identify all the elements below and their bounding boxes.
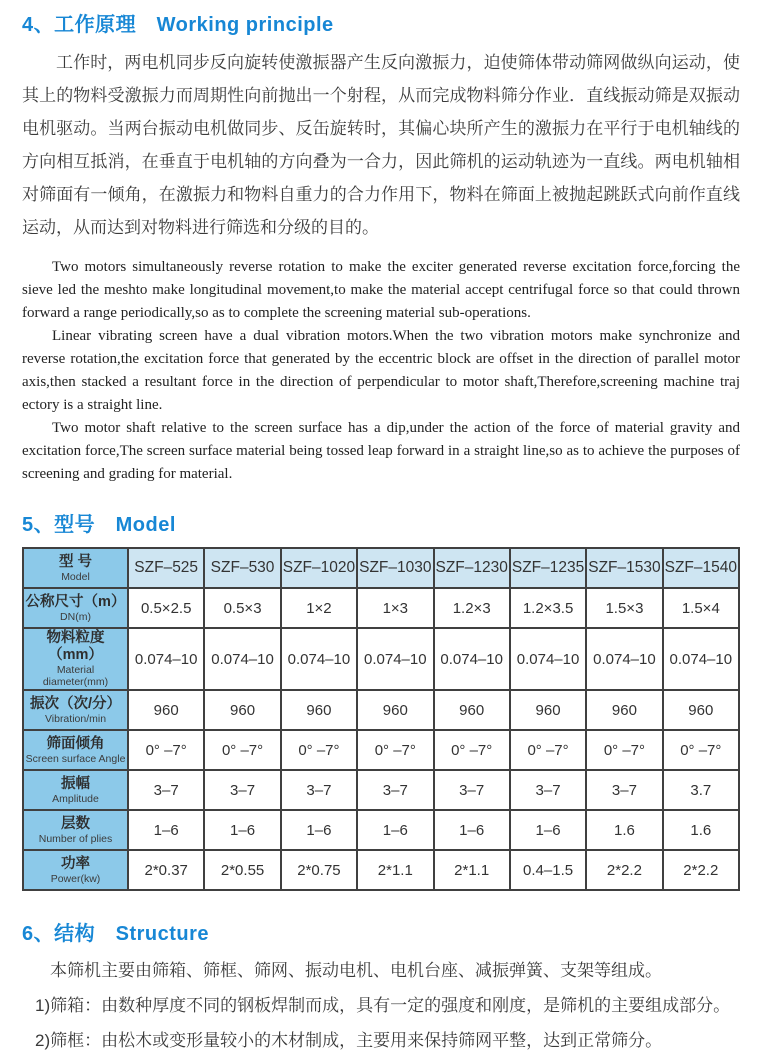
spec-value-cell: 960 xyxy=(663,690,739,730)
row-header-cn-label: 层数 xyxy=(61,815,90,832)
model-name-cell: SZF–1235 xyxy=(510,548,586,588)
en-paragraph-3: Two motor shaft relative to the screen surface has a dip,under the action of the force of material gravity and excitation force,The screen surface material being tossed leap forward in a straight line,so as to achieve the purposes of screening and grading for material. xyxy=(22,420,740,482)
spec-value-cell: 0.074–10 xyxy=(128,628,204,690)
row-header-en-label: Model xyxy=(61,570,90,583)
row-header-cn-label: 公称尺寸（m） xyxy=(25,593,126,610)
spec-value-cell: 1.2×3 xyxy=(434,588,510,628)
spec-value-cell: 2*2.2 xyxy=(663,850,739,890)
spec-value-cell: 960 xyxy=(128,690,204,730)
spec-value-cell: 0.074–10 xyxy=(663,628,739,690)
table-row xyxy=(23,770,739,810)
row-header-cell xyxy=(23,628,128,690)
table-row xyxy=(23,628,739,690)
row-header-en-label: Number of plies xyxy=(38,832,113,845)
spec-value-cell: 1–6 xyxy=(357,810,433,850)
structure-item-2: 2)筛框：由松木或变形量较小的木材制成，主要用来保持筛网平整，达到正常筛分。 xyxy=(35,1031,663,1050)
spec-value-cell: 960 xyxy=(281,690,357,730)
en-paragraph-2: Linear vibrating screen have a dual vibration motors.When the two vibration motors make synchronize and reverse rotation,the excitation force that generated by the eccentric block are offset in the direction of parallel motor axis,then stacked a resultant force in the direction of perpendicular to motor shaft,Therefore,screening machine traj ectory is a straight line. xyxy=(22,328,740,413)
model-name-cell: SZF–525 xyxy=(128,548,204,588)
spec-value-cell: 1.5×4 xyxy=(663,588,739,628)
row-header-cell xyxy=(23,548,128,588)
spec-value-cell: 2*0.75 xyxy=(281,850,357,890)
model-name-cell: SZF–1540 xyxy=(663,548,739,588)
spec-value-cell: 2*0.37 xyxy=(128,850,204,890)
model-table-body xyxy=(23,548,739,890)
table-row xyxy=(23,690,739,730)
row-header-en-label: Power(kw) xyxy=(50,872,101,885)
spec-value-cell: 0.074–10 xyxy=(510,628,586,690)
spec-value-cell: 2*0.55 xyxy=(204,850,280,890)
spec-value-cell: 0° –7° xyxy=(510,730,586,770)
spec-value-cell: 0° –7° xyxy=(357,730,433,770)
structure-item-1: 1)筛箱：由数种厚度不同的钢板焊制而成，具有一定的强度和刚度，是筛机的主要组成部分。 xyxy=(35,996,731,1015)
model-name-cell: SZF–1020 xyxy=(281,548,357,588)
section4-heading: 4、工作原理 Working principle xyxy=(22,14,334,36)
spec-value-cell: 1.5×3 xyxy=(586,588,662,628)
spec-value-cell: 1–6 xyxy=(281,810,357,850)
row-header-cn-label: 振次（次/分） xyxy=(29,695,122,712)
spec-value-cell: 2*2.2 xyxy=(586,850,662,890)
spec-value-cell: 0.4–1.5 xyxy=(510,850,586,890)
row-header-en-label: DN(m) xyxy=(60,610,91,623)
spec-value-cell: 3.7 xyxy=(663,770,739,810)
working-principle-cn-paragraph: 工作时，两电机同步反向旋转使激振器产生反向激振力，迫使筛体带动筛网做纵向运动，使其上的物料受激振力而周期性向前抛出一个射程，从而完成物料筛分作业．直线振动筛是双振动电机驱动。当两台振动电机做同步、反缶旋转时，其偏心块所产生的激振力在平行于电机轴线的方向相互抵消，在垂直于电机轴的方向叠为一合力，因此筛机的运动轨迹为一直线。两电机轴相对筛面有一倾角，在激振力和物料自重力的合力作用下，物料在筛面上被抛起跳跃式向前作直线运动，从而达到对物料进行筛选和分级的目的。 xyxy=(22,53,740,237)
row-header-cn-label: 振幅 xyxy=(61,775,90,792)
spec-value-cell: 960 xyxy=(204,690,280,730)
spec-value-cell: 0° –7° xyxy=(586,730,662,770)
spec-value-cell: 0.074–10 xyxy=(204,628,280,690)
row-header-cn-label: 型 号 xyxy=(58,553,93,570)
section6-heading: 6、结构 Structure xyxy=(22,923,210,945)
row-header-cell xyxy=(23,810,128,850)
model-name-cell: SZF–1530 xyxy=(586,548,662,588)
spec-value-cell: 3–7 xyxy=(434,770,510,810)
row-header-cell xyxy=(23,690,128,730)
row-header-cell xyxy=(23,588,128,628)
row-header-en-label: Vibration/min xyxy=(44,712,107,725)
row-header-en-label: Screen surface Angle xyxy=(25,752,126,765)
table-row xyxy=(23,548,739,588)
spec-value-cell: 1×3 xyxy=(357,588,433,628)
spec-value-cell: 1–6 xyxy=(128,810,204,850)
spec-value-cell: 3–7 xyxy=(128,770,204,810)
structure-intro-line: 本筛机主要由筛箱、筛框、筛网、振动电机、电机台座、减振弹簧、支架等组成。 xyxy=(50,961,662,980)
section5-heading: 5、型号 Model xyxy=(22,514,176,536)
row-header-en-label: Amplitude xyxy=(52,792,99,805)
spec-value-cell: 3–7 xyxy=(586,770,662,810)
spec-value-cell: 0.074–10 xyxy=(434,628,510,690)
row-header-cell xyxy=(23,770,128,810)
spec-value-cell: 2*1.1 xyxy=(357,850,433,890)
table-row xyxy=(23,588,739,628)
row-header-cn-label: 筛面倾角 xyxy=(46,735,105,752)
spec-value-cell: 0.5×2.5 xyxy=(128,588,204,628)
spec-value-cell: 1.6 xyxy=(663,810,739,850)
model-spec-table xyxy=(22,547,740,891)
working-principle-en-block xyxy=(22,256,740,486)
spec-value-cell: 3–7 xyxy=(281,770,357,810)
model-name-cell: SZF–1030 xyxy=(357,548,433,588)
spec-value-cell: 3–7 xyxy=(357,770,433,810)
row-header-en-label: Material diameter(mm) xyxy=(42,664,109,688)
spec-value-cell: 960 xyxy=(510,690,586,730)
table-row xyxy=(23,730,739,770)
spec-value-cell: 3–7 xyxy=(204,770,280,810)
spec-value-cell: 1–6 xyxy=(510,810,586,850)
spec-value-cell: 1–6 xyxy=(204,810,280,850)
row-header-cn-label: 物料粒度（mm） xyxy=(46,630,105,663)
spec-value-cell: 1.6 xyxy=(586,810,662,850)
spec-value-cell: 0° –7° xyxy=(281,730,357,770)
spec-value-cell: 960 xyxy=(357,690,433,730)
spec-value-cell: 960 xyxy=(586,690,662,730)
spec-value-cell: 0.074–10 xyxy=(357,628,433,690)
model-name-cell: SZF–1230 xyxy=(434,548,510,588)
spec-value-cell: 960 xyxy=(434,690,510,730)
row-header-cell xyxy=(23,730,128,770)
spec-value-cell: 0.074–10 xyxy=(281,628,357,690)
spec-value-cell: 0° –7° xyxy=(204,730,280,770)
table-row xyxy=(23,810,739,850)
spec-value-cell: 0° –7° xyxy=(663,730,739,770)
spec-value-cell: 0° –7° xyxy=(128,730,204,770)
row-header-cell xyxy=(23,850,128,890)
spec-value-cell: 0° –7° xyxy=(434,730,510,770)
spec-value-cell: 1–6 xyxy=(434,810,510,850)
en-paragraph-1: Two motors simultaneously reverse rotation to make the exciter generated reverse excitation force,forcing the sieve led the meshto make longitudinal movement,to make the material accept centrifugal force so that could thrown forward a range periodically,so as to complete the screening material sub-operations. xyxy=(22,259,740,321)
spec-value-cell: 3–7 xyxy=(510,770,586,810)
row-header-cn-label: 功率 xyxy=(61,855,90,872)
model-name-cell: SZF–530 xyxy=(204,548,280,588)
table-row xyxy=(23,850,739,890)
spec-value-cell: 1.2×3.5 xyxy=(510,588,586,628)
spec-value-cell: 2*1.1 xyxy=(434,850,510,890)
spec-value-cell: 0.074–10 xyxy=(586,628,662,690)
spec-value-cell: 1×2 xyxy=(281,588,357,628)
spec-value-cell: 0.5×3 xyxy=(204,588,280,628)
